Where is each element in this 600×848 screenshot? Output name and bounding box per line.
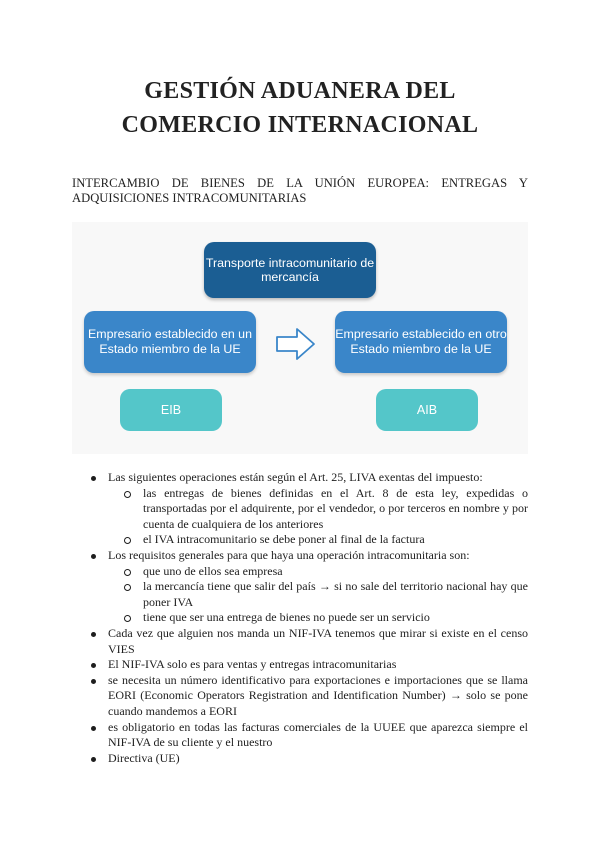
- origin-entrepreneur-box: Empresario establecido en un Estado miembro de la UE: [84, 311, 256, 373]
- transport-box: Transporte intracomunitario de mercancía: [204, 242, 376, 298]
- sub-list-item: tiene que ser una entrega de bienes no puede ser un servicio: [124, 610, 528, 626]
- sub-list-item: el IVA intracomunitario se debe poner al final de la factura: [124, 532, 528, 548]
- notes-list: [90, 470, 528, 766]
- title-line-2: COMERCIO INTERNACIONAL: [121, 112, 479, 138]
- list-item: [90, 470, 528, 548]
- list-item: Cada vez que alguien nos manda un NIF-IVA tenemos que mirar si existe en el censo VIES: [90, 626, 528, 657]
- list-item-text: Los requisitos generales para que haya una operación intracomunitaria son:: [108, 547, 470, 562]
- list-item: [90, 548, 528, 626]
- destination-entrepreneur-box: Empresario establecido en otro Estado miembro de la UE: [335, 311, 507, 373]
- list-item: Directiva (UE): [90, 751, 528, 767]
- page-title: [0, 74, 600, 142]
- list-item-text: Las siguientes operaciones están según el Art. 25, LIVA exentas del impuesto:: [108, 470, 483, 484]
- sub-list: [124, 486, 528, 548]
- list-item: se necesita un número identificativo para exportaciones e importaciones que se llama EORI (Economic Operators Registration and Identification Number) → solo se pone cuando mandemos a EORI: [90, 673, 528, 720]
- trade-flow-diagram: [72, 222, 528, 454]
- section-heading-line-1: INTERCAMBIO DE BIENES DE LA UNIÓN EUROPEA: ENTREGAS Y: [72, 176, 528, 190]
- sub-list-item: la mercancía tiene que salir del país → si no sale del territorio nacional hay que poner IVA: [124, 579, 528, 610]
- right-arrow-icon: [275, 326, 317, 362]
- list-item: es obligatorio en todas las facturas comerciales de la UUEE que aparezca siempre el NIF-IVA de su cliente y el nuestro: [90, 720, 528, 751]
- section-heading-line-2: ADQUISICIONES INTRACOMUNITARIAS: [72, 191, 307, 205]
- list-item: El NIF-IVA solo es para ventas y entregas intracomunitarias: [90, 657, 528, 673]
- sub-list-item: que uno de ellos sea empresa: [124, 564, 528, 580]
- aib-box: AIB: [376, 389, 478, 431]
- sub-list: [124, 564, 528, 626]
- sub-list-item: las entregas de bienes definidas en el Art. 8 de esta ley, expedidas o transportadas por el adquirente, por el vendedor, o por terceros en nombre y por cuenta de cualquiera de los anteriores: [124, 486, 528, 533]
- section-heading: [72, 176, 528, 206]
- eib-box: EIB: [120, 389, 222, 431]
- title-line-1: GESTIÓN ADUANERA DEL: [144, 78, 456, 104]
